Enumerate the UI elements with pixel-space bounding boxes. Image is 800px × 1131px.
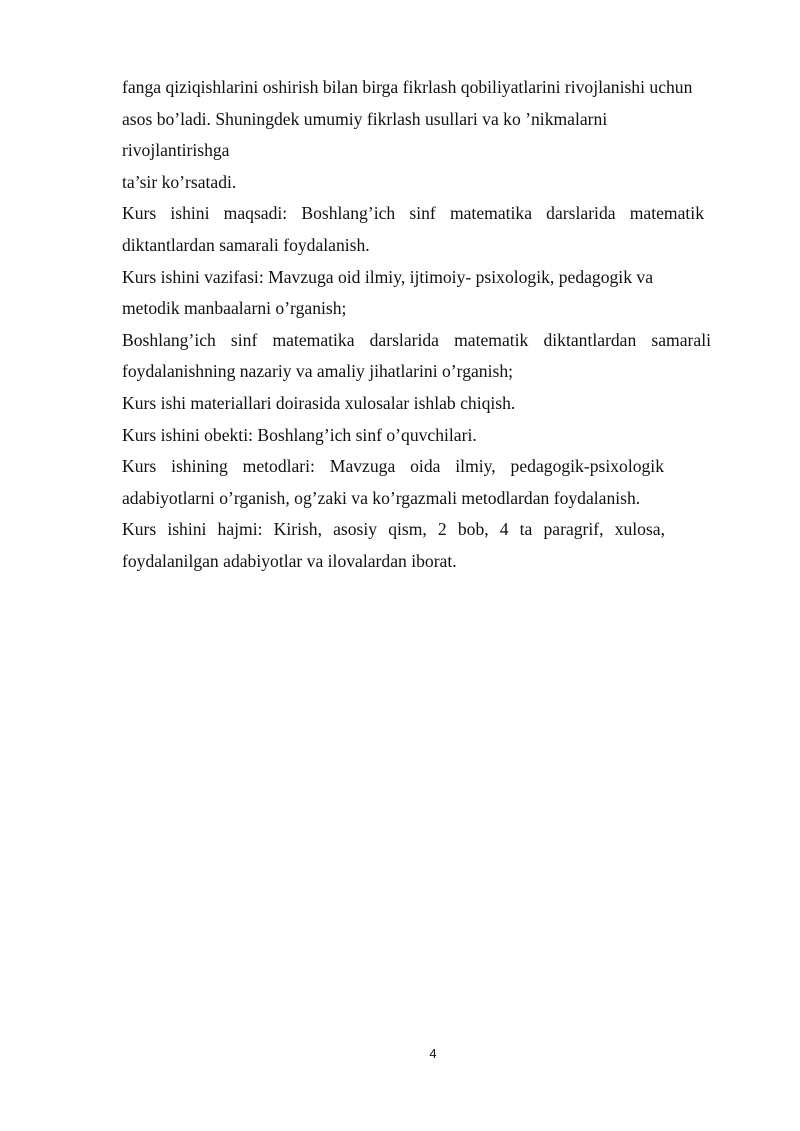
page-number: 4	[429, 1046, 437, 1061]
text-line-8: metodik manbaalarni o’rganish;	[122, 298, 347, 319]
text-line-6: diktantlardan samarali foydalanish.	[122, 234, 370, 255]
text-line-3: rivojlantirishga	[122, 140, 230, 161]
text-line-14: adabiyotlarni o’rganish, og’zaki va ko’rgazmali metodlardan foydalanish.	[122, 487, 641, 508]
text-line-15: Kurs ishini hajmi: Kirish, asosiy qism, 2 bob, 4 ta paragrif, xulosa,	[122, 519, 665, 540]
text-line-2: asos bo’ladi. Shuningdek umumiy fikrlash usullari va ko ’nikmalarni	[122, 108, 608, 129]
text-line-4: ta’sir ko’rsatadi.	[122, 171, 237, 192]
page-body-text	[122, 72, 732, 578]
text-line-12: Kurs ishini obekti: Boshlang’ich sinf o’quvchilari.	[122, 424, 477, 445]
text-line-16: foydalanilgan adabiyotlar va ilovalardan iborat.	[122, 550, 457, 571]
text-line-1: fanga qiziqishlarini oshirish bilan birga fikrlash qobiliyatlarini rivojlanishi uchun	[122, 77, 693, 97]
text-line-13: Kurs ishining metodlari: Mavzuga oida ilmiy, pedagogik-psixologik	[122, 456, 664, 477]
text-line-9: Boshlang’ich sinf matematika darslarida matematik diktantlardan samarali	[122, 329, 711, 350]
text-line-7: Kurs ishini vazifasi: Mavzuga oid ilmiy, ijtimoiy- psixologik, pedagogik va	[122, 266, 653, 287]
text-line-5: Kurs ishini maqsadi: Boshlang’ich sinf matematika darslarida matematik	[122, 203, 704, 224]
text-line-10: foydalanishning nazariy va amaliy jihatlarini o’rganish;	[122, 361, 514, 382]
text-line-11: Kurs ishi materiallari doirasida xulosalar ishlab chiqish.	[122, 392, 516, 413]
